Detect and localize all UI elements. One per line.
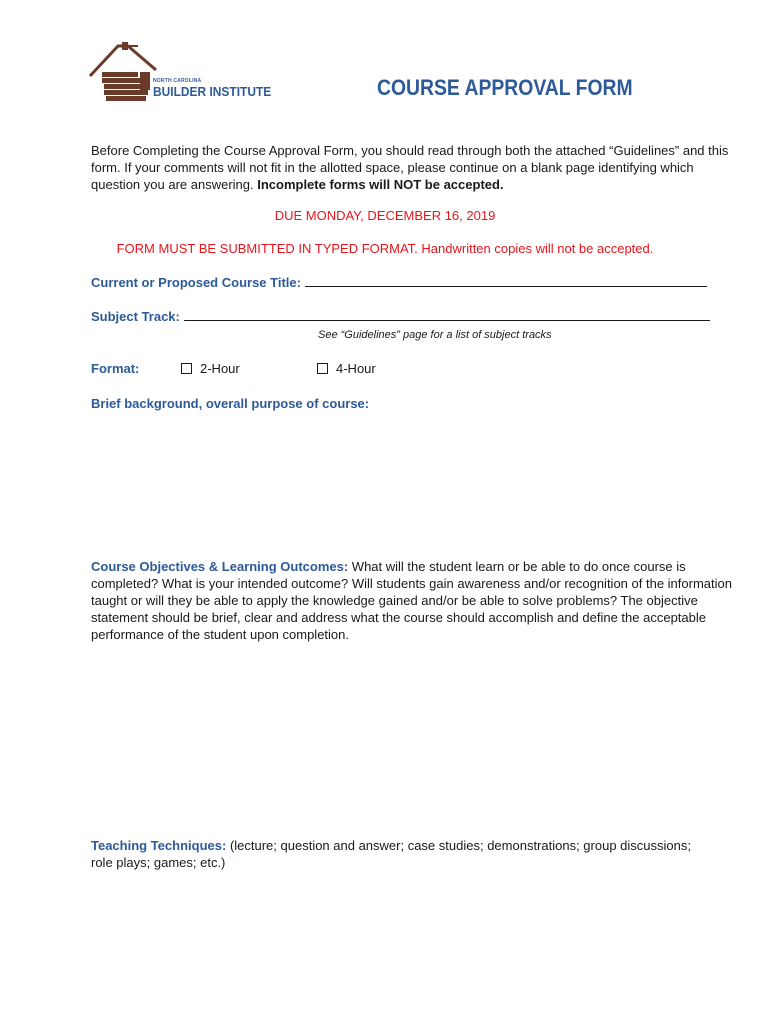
course-title-row [91, 274, 707, 290]
due-date-notice: DUE MONDAY, DECEMBER 16, 2019 [274, 208, 496, 223]
subject-track-row [91, 308, 710, 324]
background-label: Brief background, overall purpose of course: [91, 396, 370, 411]
intro-text: Before Completing the Course Approval Form, you should read through both the attached “Guidelines” and this form. If your comments will not fit in the allotted space, please continue on a blank page identifying which question you are answering. [91, 143, 729, 192]
format-option-label: 4-Hour [336, 361, 376, 376]
checkbox-4hour[interactable] [317, 363, 328, 374]
subject-track-hint: See “Guidelines” page for a list of subject tracks [318, 329, 552, 341]
teaching-section [91, 837, 691, 871]
format-option-4hour[interactable] [317, 361, 376, 376]
subject-track-input[interactable] [184, 308, 710, 321]
checkbox-2hour[interactable] [181, 363, 192, 374]
logo-state-text: NORTH CAROLINA [153, 78, 202, 84]
teaching-text: (lecture; question and answer; case studies; demonstrations; group discussions; role plays; games; etc.) [91, 838, 691, 870]
objectives-label: Course Objectives & Learning Outcomes: [91, 559, 349, 574]
objectives-section [91, 558, 741, 643]
teaching-label: Teaching Techniques: [91, 838, 227, 853]
intro-warning: Incomplete forms will NOT be accepted. [257, 177, 504, 192]
course-title-input[interactable] [305, 274, 707, 287]
format-label: Format: [91, 361, 140, 376]
format-option-label: 2-Hour [200, 361, 240, 376]
format-option-2hour[interactable] [181, 361, 240, 376]
intro-paragraph [91, 142, 731, 193]
subject-track-label: Subject Track: [91, 309, 180, 324]
typed-format-notice: FORM MUST BE SUBMITTED IN TYPED FORMAT. Handwritten copies will not be accepted. [116, 241, 654, 256]
course-title-label: Current or Proposed Course Title: [91, 275, 301, 290]
form-title: COURSE APPROVAL FORM [377, 75, 633, 100]
logo-institute-text: BUILDER INSTITUTE [153, 84, 272, 99]
objectives-text: What will the student learn or be able to do once course is completed? What is your intended outcome? Will students gain awareness and/or recognition of the information taught or will they be able to apply the knowledge gained and/or be able to solve problems? The objective statement should be brief, clear and address what the course should accomplish and define the acceptable performance of the student upon completion. [91, 559, 732, 642]
